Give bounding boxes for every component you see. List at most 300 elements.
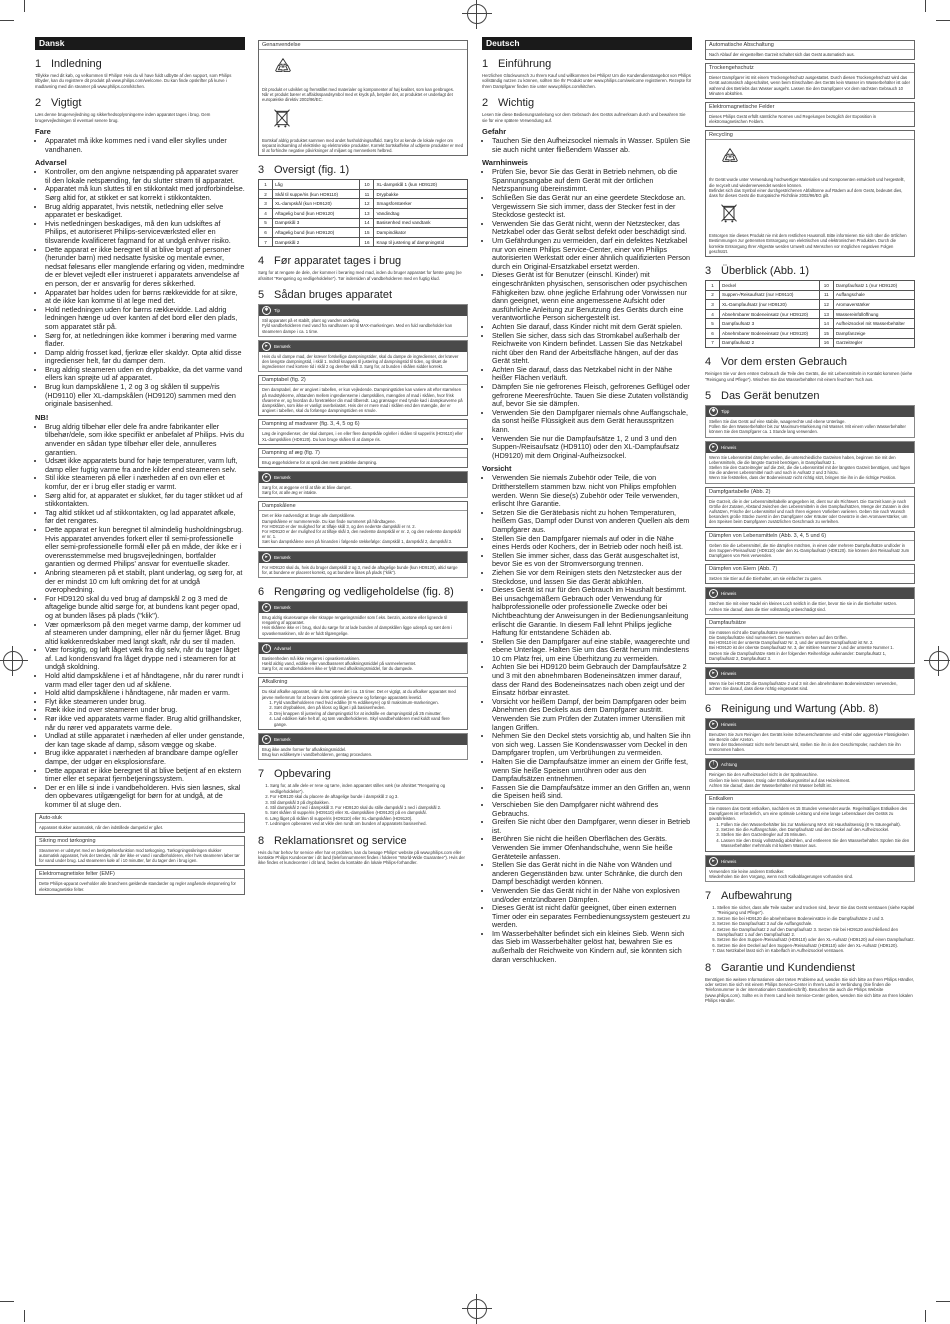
part-number: 5 — [706, 319, 720, 329]
section-text: Sørg for at rengøre de dele, der kommer i berøring med mad, inden du bruger apparatet for første gang (se afsnittet "Rengøring og vedligeholdelse"). Tør indersiden af vandbeholderen med en fugtig klud. — [258, 270, 462, 281]
part-number: 13 — [360, 209, 374, 219]
note-box: ▸ Bemærk For HD9120 skal du, hvis du bruger dampskål 2 og 3, med de aftagelige bunde (kun HD9120), altid sørge for, at bundene er placeret korrekt, og at bundene låses på plads ("klik"). — [258, 551, 468, 578]
list-item: • Stellen Sie den Dampfgarer auf eine stabile, waagerechte und ebene Unterlage. Halten Sie um das Gerät herum mindestens 10 cm Platz frei, um eine Überhitzung zu vermeiden. — [492, 638, 692, 664]
list-item: • Hvis netledningen beskadiges, må den kun udskiftes af Philips, et autoriseret Philips-serviceværksted eller en tilsvarende kvalificeret fagmand for at undgå enhver risiko. — [45, 220, 245, 246]
box-text: Bortskaf aldrig produktet sammen med andet husholdningsaffald. Sørg for at kende de lokale regler om separat indsamling af elektriske og elektroniske produkter. Korrekt bortskaffelse af udtjente produkter er med til at forhindre negative påvirkninger af miljøet og menneskers helbred. — [262, 137, 464, 154]
part-number: 4 — [706, 309, 720, 319]
list-item: • Rør ikke ved apparatets varme flader. Brug altid grillhandsker, når du rører ved apparatets varme dele. — [45, 715, 245, 732]
warning-heading: Warnhinweis — [482, 158, 528, 168]
crop-mark — [24, 0, 25, 12]
box-title: Genanvendelse — [259, 41, 467, 50]
info-icon: ▸ — [262, 735, 271, 744]
part-name: Knap til justering af dampningstid — [374, 237, 468, 247]
emf-box — [705, 102, 915, 127]
box-title: Damptabel (fig. 2) — [259, 376, 467, 385]
section-heading: 4 Før apparatet tages i brug — [258, 255, 402, 268]
part-name: Drypbakke — [374, 189, 468, 199]
box-text: Setzen Sie die Dampfaufsätze stets in der folgenden Reihenfolge aufeinander: Dampfaufsatz 1, Dampfaufsatz 2, Dampfaufsatz 3. — [709, 650, 887, 661]
descaling-box — [258, 677, 468, 729]
storage-steps — [258, 783, 468, 826]
box-text: Geben Sie die Lebensmittel, die Sie dämpfen möchten, in einen oder mehrere Dampfaufsätze und/oder in den Suppen-/Reisaufsatz (HD9110) oder den XL-Dampfaufsatz (HD9120). Sie können den Reisaufsatz zum Dampfgaren von Reis verwenden. — [709, 542, 910, 559]
list-item: • Stellen Sie das Gerät nicht in die Nähe von Wänden und anderen Gegenständen bzw. unter Schränke, die durch den Dampf beschädigt werden können. — [492, 861, 692, 887]
table-row — [259, 209, 468, 219]
part-name: Aufheizsockel mit Wasserbehälter — [833, 319, 914, 329]
part-number: 15 — [819, 329, 833, 339]
step: 1. Stellen Sie sicher, dass alle Teile sauber und trocken sind, bevor Sie das Gerät verstauen (siehe Kapitel "Reinigung und Pflege"). — [717, 905, 915, 916]
note-text: Stellen Sie den Garzeitregler auf die Zeit, die die Lebensmittel mit der längsten Garzeit benötigen, und fügen Sie die anderen Lebensmittel nach und nach in Aufsatz 2 und 3 hinzu. — [709, 465, 911, 476]
note-text: Achten Sie darauf, dass der Wasserbehälter mit Wasser befüllt ist. — [709, 782, 832, 788]
list-item: • Undlad at stille apparatet i nærheden af eller under genstande, der kan tage skade af damp, såsom vægge og skabe. — [45, 732, 245, 749]
part-name: Skål til suppe/ris (kun HD9110) — [273, 189, 360, 199]
list-item: • Damp aldrig frosset kød, fjerkræ eller skaldyr. Optø altid disse ingredienser helt, før du damper dem. — [45, 349, 245, 366]
info-icon: ▸ — [709, 857, 718, 866]
section-heading: 2 Wichtig — [482, 97, 535, 110]
step: 1. Sørg for, at alle dele er rene og tørre, inden apparatet stilles væk (se afsnittet "Rengøring og vedligeholdelse"). — [270, 783, 468, 794]
section-heading: 7 Aufbewahrung — [705, 889, 792, 902]
list-item: • Hold altid dampskålene i et af håndtagene, når du rører rundt i varm mad eller tager den ud af skålene. — [45, 672, 245, 689]
box-text: Steameren er udstyret med en beskyttelsesfunktion mod tørkogning. Tørkogningssikringen slukker automatisk apparatet, hvis der tændes, når der ikke er vand i vandbeholderen, eller hvis steameren løber tør for vand under brug. Lad steameren køle af i 10 minutter, før du tager den i brug igen. — [39, 847, 240, 864]
dry-boil-box — [705, 63, 915, 99]
part-number: 2 — [706, 290, 720, 300]
note-text: Sørg for, at alle æg er intakte. — [262, 490, 318, 496]
note-text: Hæld aldrig vand, eddike eller vandbasseret afkalkningsmiddel på varmeelementet. — [262, 661, 417, 667]
note-text: Wenn Sie feststellen, dass der Bodeneinsatz nicht richtig sitzt, bringen Sie ihn in die richtige Position. — [709, 475, 897, 481]
list-item: • Verwenden Sie den Dampfgarer niemals ohne Auffangschale, da sonst heiße Flüssigkeit aus dem Gerät herausspritzen kann. — [492, 409, 692, 435]
box-text: Bei HD9110 ist der unterste Dampfaufsatz Nr. 3, und der unterste Dampfaufsatz ist Nr. 2. — [709, 640, 874, 646]
danger-heading: Gefahr — [482, 127, 507, 137]
part-name: Låg — [273, 180, 360, 190]
info-icon: ▸ — [262, 553, 271, 562]
steam-bowls-box — [258, 501, 468, 547]
list-item: • Ziehen Sie vor dem Reinigen stets den Netzstecker aus der Steckdose, und lassen Sie das Gerät abkühlen. — [492, 569, 692, 586]
part-number: 13 — [819, 309, 833, 319]
part-number: 10 — [819, 281, 833, 291]
box-text: Befindet sich das Symbol einer durchgestrichenen Abfalltonne auf Rädern auf dem Gerät, bedeutet dies, dass für dieses Gerät die Europäische Richtlinie 2002/96/EG gilt. — [709, 187, 903, 199]
step: 3. Stil dampskål 3 på drypbakken. — [270, 800, 468, 805]
overview-table — [705, 280, 915, 348]
step: 4. Lassen Sie den Essig vollständig abkühlen, und entleeren Sie den Wasserbehälter. Spülen Sie den Wasserbehälter mehrmals mit kaltem Wasser aus. — [721, 838, 911, 849]
part-name: Abnehmbarer Bodeneinsatz (nur HD9120) — [720, 329, 820, 339]
box-title: Dämpfen von Eiern (Abb. 7) — [706, 565, 914, 574]
section-heading: 4 Vor dem ersten Gebrauch — [705, 356, 847, 369]
box-title: Elektromagnetiske felter (EMF) — [36, 870, 244, 879]
part-name: Dampfaufsatz 2 — [720, 338, 820, 348]
part-name: Basisenhed med vandtank — [374, 218, 468, 228]
part-number: 6 — [706, 329, 720, 339]
list-item: • Brug ikke apparatet i nærheden af brandbare dampe og/eller dampe, der udgør en eksplosionsfare. — [45, 749, 245, 766]
language-header: Dansk — [35, 37, 245, 50]
crossed-bin-icon — [272, 107, 292, 129]
list-item: • Setzen Sie die Gerätebasis nicht zu hohen Temperaturen, heißem Gas, Dampf oder Dunst von anderen Quellen als dem Dampfgarer aus. — [492, 509, 692, 535]
part-number: 14 — [819, 319, 833, 329]
box-text: Sie müssen nicht alle Dampfaufsätze verwenden. — [709, 629, 801, 635]
step: 6. Setzen Sie den Deckel auf den Suppen-/Reisaufsatz (HD9110) oder den XL-Aufsatz (HD9120). — [717, 943, 915, 948]
step: 7. Das Netzkabel lässt sich im Kabelfach im Aufheizsockel verstauen. — [717, 948, 915, 953]
note-box: ▸ Hinweis Wenn Sie bei HD9120 die Dampfaufsätze 2 und 3 mit den abnehmbaren Bodeneinsätzen verwenden, achten Sie darauf, dass diese richtig eingerastet sind. — [705, 667, 915, 694]
box-title: Dampfgartabelle (Abb. 2) — [706, 488, 914, 497]
danger-list — [482, 137, 692, 154]
step: 3. Drej knappen til justering af dampningstid for at indstille en dampningstid på 25 minutter. — [274, 711, 464, 716]
note-text: Wenn Sie Lebensmittel dämpfen wollen, die unterschiedliche Garzeiten haben, beginnen Sie mit den Lebensmitteln, die die längste Garzeit benötigen, in Dampfaufsatz 1. — [709, 454, 896, 465]
note-box: ▸ Bemærk Brug aldrig skuresvampe eller skrappe rengøringsmidler som f.eks. benzin, acetone eller lignende til rengøring af apparatet. Hvis skålene ikke er i brug, skal du sørge for at lade bunden af dampskålen ligge udenpå og sæt dem i opvaskemaskinen, når de er fuldt tilgængelige. — [258, 601, 468, 639]
box-text: Sie müssen das Gerät entkalken, nachdem es 15 Stunden verwendet wurde. Regelmäßiges Entkalken des Dampfgarers ist erforderlich, um eine optimale Leistung und eine lange Lebensdauer des Geräts zu gewährleisten. — [709, 805, 908, 822]
box-title: Auto-sluk — [36, 814, 244, 823]
box-title: Dampning af æg (fig. 7) — [259, 449, 467, 458]
note-text: Hvis du vil dampe mad, der kræver forskellige dampningstider, skal du dampe de ingredienser, der kræver den længste dampningstid, i skål 1. Indstil knappen til justering af dampningstid til tiden, og tilsæt de ingredienser med kortere tid i skål 2 og derefter skål 3. Sørg for, at bunden i skålen sidder korrekt. — [262, 353, 459, 370]
list-item: • Sørg for, at netledningen ikke kommer i berøring med varme flader. — [45, 332, 245, 349]
part-name: Aftagelig bund (kun HD9120) — [273, 209, 360, 219]
note-text: Fyld vandbeholderen med vand fra vandhanen op til MAX-markeringen. Med en fuld vandbeholder kan steameren dampe i ca. 1 time. — [262, 323, 453, 334]
part-name: Dampfaufsatz 1 (nur HD9120) — [833, 281, 914, 291]
crop-mark — [0, 20, 14, 21]
box-text: Bei HD9120 ist der oberste Dampfaufsatz Nr. 3, der mittlere Nummer 2 und der unterste Nummer 1. — [709, 645, 894, 651]
list-item: • Brug aldrig tilbehør eller dele fra andre fabrikanter eller tilbehør/dele, som ikke specifikt er anbefalet af Philips. Hvis du anvender en sådan type tilbehør eller dele, annulleres garantien. — [45, 423, 245, 457]
descaling-steps — [262, 700, 464, 727]
note-text: Stellen Sie das Gerät auf eine stabile, waagerechte und ebene Unterlage. — [709, 419, 846, 425]
list-item: • Apparatet må ikke kommes ned i vand eller skylles under vandhanen. — [45, 137, 245, 154]
section-text: Benötigen Sie weitere Informationen oder treten Probleme auf, wenden Sie sich bitte an Ihren Philips Händler, oder setzen Sie sich mit einem Philips Service-Center in Ihrem Land in Verbindung (Sie finden die Telefonnummer in der internationalen Garantieschrift). Besuchen Sie auch die Philips Website (www.philips.com). Sollte es in Ihrem Land kein Service-Center geben, wenden Sie sich bitte an Ihren lokalen Philips Händler. — [705, 976, 915, 1004]
descaling-steps — [709, 822, 911, 849]
step: 2. Sæt drypbakken, den på kloss og låget i på basisenheden. — [274, 705, 464, 710]
crop-mark — [0, 1301, 14, 1302]
box-title: Dampfaufsätze — [706, 619, 914, 628]
list-item: • Im Wasserbehälter befindet sich ein kleines Sieb. Wenn sich das Sieb im Wasserbehälter gelöst hat, bewahren Sie es außerhalb der Reichweite von Kindern auf, sie könnten sich daran verschlucken. — [492, 930, 692, 964]
note-text: Wenn Sie bei HD9120 die Dampfaufsätze 2 und 3 mit den abnehmbaren Bodeneinsätzen verwenden, achten Sie darauf, dass diese richtig eingerastet sind. — [709, 681, 898, 692]
language-header: Deutsch — [482, 37, 692, 50]
overview-table — [258, 179, 468, 247]
box-text: Det er ikke nødvendigt at bruge alle dampskålene. — [262, 513, 356, 519]
part-name: Suppen-/Reisaufsatz (nur HD9110) — [720, 290, 820, 300]
section-heading: 1 Einführung — [482, 58, 552, 70]
part-number: 12 — [819, 300, 833, 310]
section-text: Reinigen Sie vor dem ersten Gebrauch die Teile des Geräts, die mit Lebensmitteln in Kontakt kommen (siehe "Reinigung und Pflege"). Wischen Sie das Wasserbehälter mit einem feuchten Tuch aus. — [705, 371, 913, 382]
section-heading: 3 Überblick (Abb. 1) — [705, 265, 810, 278]
list-item: • Dette apparat er ikke beregnet til at blive betjent af en ekstern timer eller et separat fjernbetjeningssystem. — [45, 767, 245, 784]
auto-off-box — [35, 813, 245, 833]
box-title: Dampskålene — [259, 502, 467, 511]
list-item: • Stellen Sie den Dampfgarer niemals auf oder in die Nähe eines Herds oder Kochers, der in Betrieb oder noch heiß ist. — [492, 535, 692, 552]
list-item: • Dette apparat er ikke beregnet til at blive brugt af personer (herunder børn) med nedsatte fysiske og mentale evner, nedsat følesans eller manglende erfaring og viden, medmindre de er blevet vejledt eller instrueret i apparatets anvendelse af en person, der er ansvarlig for deres sikkerhed. — [45, 246, 245, 289]
section-text: Hvis du har behov for service eller har et problem, kan du besøge Philips' website på www.philips.com eller kontakte Philips Kundecenter i dit land (telefonnummeret findes i folderen "World-Wide Guarantee"). Hvis der ikke findes et kundecenter i dit land, bedes du kontakte din lokale Philips-forhandler. — [258, 849, 465, 866]
list-item: • Schließen Sie das Gerät nur an eine geerdete Steckdose an. Vergewissern Sie sich immer, dass der Stecker fest in der Steckdose gesteckt ist. — [492, 194, 692, 220]
note-text: Wenn der Bodeneinsatz nicht mehr benutzt wird, stellen Sie ihn in den Geschirrspüler, nachdem Sie ihn entnommen haben. — [709, 741, 901, 753]
box-text: Sæt kun dampskålene oven på hinanden i følgende rækkefølge: dampskål 1, dampskål 2, dampskål 3. — [262, 539, 453, 545]
dry-boil-box — [35, 836, 245, 867]
list-item: • Tauchen Sie den Aufheizsockel niemals in Wasser. Spülen Sie sie auch nicht unter fließendem Wasser ab. — [492, 137, 692, 154]
note-text: Stil apparatet på et stabilt, plant og vandret underlag. — [262, 318, 361, 324]
warning-box: ! Advarsel Basisenheden må ikke rengøres i opvaskemaskinen. Hæld aldrig vand, eddike eller vandbasseret afkalkningsmiddel på varmeelementet. Sørg for, at vandbeholderen ikke er fyldt med afkalkningsmiddel, før du dampede. — [258, 642, 468, 675]
table-row — [706, 309, 915, 319]
steam-bowls-box — [705, 618, 915, 664]
list-item: • Berühren Sie nicht die heißen Oberflächen des Geräts. Verwenden Sie immer Ofenhandschuhe, wenn Sie heiße Geräteteile anfassen. — [492, 835, 692, 861]
box-text: Entsorgen Sie dieses Produkt nie mit dem restlichen Hausmüll. Bitte informieren Sie sich über die örtlichen Bestimmungen zur getrennten Entsorgung von elektrischen und elektronischen Produkten. Durch die korrekte Entsorgung Ihrer Altgeräte werden Umwelt und Menschen vor möglichen negativen Folgen geschützt. — [709, 233, 907, 254]
list-item: • Udsæt ikke apparatets bund for høje temperaturer, varm luft, damp eller fugtig varme fra andre kilder end steameren selv. — [45, 457, 245, 474]
info-icon: ▸ — [262, 603, 271, 612]
crop-mark — [936, 20, 950, 21]
descaling-box — [705, 794, 915, 852]
list-item: • Prüfen Sie, bevor Sie das Gerät in Betrieb nehmen, ob die Spannungsangabe auf dem Gerät mit der örtlichen Netzspannung übereinstimmt. — [492, 168, 692, 194]
part-number: 11 — [360, 189, 374, 199]
box-text: Brug æggeholderne for at opnå den mest praktiske dampning. — [262, 459, 378, 465]
info-icon: ▸ — [262, 342, 271, 351]
list-item: • Apparatet må kun sluttes til en stikkontakt med jordforbindelse. Sørg altid for, at stikket er sat korrekt i stikkontakten. — [45, 185, 245, 202]
list-item: • Apparatet bør holdes uden for børns rækkevidde for at sikre, at de ikke kan komme til at lege med det. — [45, 289, 245, 306]
list-item: • Brug kun dampskålene 1, 2 og 3 og skålen til suppe/ris (HD9110) eller XL-dampskålen (HD9120) sammen med den originale basisenhed. — [45, 383, 245, 409]
recycle-icon — [719, 146, 741, 168]
list-item: • Brug aldrig steameren uden en drypbakke, da det varme vand ellers kan sprøjte ud af apparatet. — [45, 366, 245, 383]
part-name: Smagsforstærker — [374, 199, 468, 209]
box-text: Dieses Philips Gerät erfüllt sämtliche Normen und Regelungen bezüglich der Exposition in elektromagnetischen Feldern. — [709, 114, 877, 125]
emf-box — [35, 869, 245, 894]
lightbulb-icon: ✱ — [262, 306, 271, 315]
list-item: • Nehmen Sie den Deckel stets vorsichtig ab, und halten Sie ihn von sich weg. Lassen Sie Kondenswasser vom Deckel in den Dampfgarer tropfen, um Verbrühungen zu vermeiden. — [492, 732, 692, 758]
crossed-bin-icon — [719, 202, 739, 224]
step: 5. Setzen Sie den Suppen-/Reisaufsatz (HD9110) oder den XL-Aufsatz (HD9120) auf einen Dampfaufsatz. — [717, 937, 915, 942]
list-item: • Flyt ikke steameren under brug. — [45, 698, 245, 707]
steam-table-box — [705, 487, 915, 528]
auto-off-box — [705, 40, 915, 60]
part-number: 7 — [259, 237, 273, 247]
part-number: 16 — [360, 237, 374, 247]
list-item: • Vorsicht vor heißem Dampf, der beim Dampfgaren oder beim Abnehmen des Deckels aus dem Dampfgarer austritt. Verwenden Sie zum Prüfen der Zutaten immer Utensilien mit langen Griffen. — [492, 698, 692, 732]
column-dansk-1 — [35, 37, 245, 898]
note-text: Basisenheden må ikke rengøres i opvaskemaskinen. — [262, 655, 360, 661]
list-item: • Achten Sie bei HD9120 beim Gebrauch der Dampfaufsätze 2 und 3 mit den abnehmbaren Bodeneinsätzen immer darauf, dass der Rand des Bodeneinsatzes nach oben zeigt und der Einsatz hörbar einrastet. — [492, 663, 692, 697]
steaming-food-box — [258, 419, 468, 444]
note-box: ▸ Hinweis Benutzen Sie zum Reinigen des Geräts keine Scheuerschwämme und -mittel oder aggressive Flüssigkeiten wie Benzin oder Azeton. Wenn der Bodeneinsatz nicht mehr benutzt wird, stellen Sie ihn in den Geschirrspüler, nachdem Sie ihn entnommen haben. — [705, 718, 915, 756]
note-box: ▸ Hinweis Wenn Sie Lebensmittel dämpfen wollen, die unterschiedliche Garzeiten haben, beginnen Sie mit den Lebensmitteln, die die längste Garzeit benötigen, in Dampfaufsatz 1. Stellen Sie den Garzeitregler auf die Zeit, die die Lebensmittel mit der längsten Garzeit benötigen, und fügen Sie die anderen Lebensmittel nach und nach in Aufsatz 2 und 3 hinzu. Wenn Sie feststellen, dass der Bodeneinsatz nicht richtig sitzt, bringen Sie ihn in die richtige Position. — [705, 441, 915, 484]
tip-box: ✱ Tipp Stellen Sie das Gerät auf eine stabile, waagerechte und ebene Unterlage. Füllen Sie den Wasserbehälter bis zur Maximum-Markierung mit Wasser. Mit einem vollen Wasserbehälter können Sie den Dampfgarer ca. 1 Stunde lang verwenden. — [705, 405, 915, 438]
list-item: • Hold altid dampskålene i håndtagene, når maden er varm. — [45, 689, 245, 698]
part-name: XL-dampskål 1 (kun HD9120) — [374, 180, 468, 190]
list-item: • Achten Sie darauf, dass das Netzkabel nicht in der Nähe heißer Flächen verläuft. — [492, 366, 692, 383]
list-item: • Kontroller, om den angivne netspænding på apparatet svarer til den lokale netspænding, før du slutter strøm til apparatet. — [45, 168, 245, 185]
list-item: • Dämpfen Sie nie gefrorenes Fleisch, gefrorenes Geflügel oder gefrorene Meeresfrüchte. Tauen Sie diese Zutaten vollständig auf, bevor Sie sie dämpfen. — [492, 383, 692, 409]
note-text: Reinigen Sie den Aufheizsockel nicht in der Spülmaschine. — [709, 772, 818, 778]
note-text: Brug aldrig skuresvampe eller skrappe rengøringsmidler som f.eks. benzin, acetone eller lignende til rengøring af apparatet. — [262, 615, 448, 626]
steaming-eggs-box — [258, 448, 468, 468]
note-text: Benutzen Sie zum Reinigen des Geräts keine Scheuerschwämme und -mittel oder aggressive Flüssigkeiten wie Benzin oder Azeton. — [709, 731, 909, 742]
list-item: • Verwenden Sie niemals Zubehör oder Teile, die von Drittherstellern stammen bzw. nicht von Philips empfohlen werden. Wenn Sie diese(s) Zubehör oder Teile verwenden, erlischt Ihre Garantie. — [492, 474, 692, 508]
note-text: Füllen Sie den Wasserbehälter bis zur Maximum-Markierung mit Wasser. Mit einem vollen Wasserbehälter können Sie den Dampfgarer ca. 1 Stunde lang verwenden. — [709, 424, 906, 435]
note-text: For HD9120 skal du, hvis du bruger dampskål 2 og 3, med de aftagelige bunde (kun HD9120), altid sørge for, at bundene er placeret korrekt, og at bundene låses på plads ("klik"). — [262, 564, 458, 575]
note-text: Verwenden Sie keine anderen Entkalker. — [709, 868, 785, 874]
steaming-eggs-box — [705, 564, 915, 584]
list-item: • Vær forsigtig, og løft låget væk fra dig selv, når du tager låget af. Lad kondensvand fra låget dryppe ned i steameren for at undgå skoldning. — [45, 646, 245, 672]
part-number: 3 — [259, 199, 273, 209]
important-text: Læs denne brugervejledning og sikkerhedsoplysningerne inden apparatet tages i brug. Gem brugervejledningen til eventuel senere brug. — [35, 112, 211, 123]
part-number: 14 — [360, 218, 374, 228]
registration-mark — [467, 1299, 487, 1319]
box-text: Apparatet slukker automatisk, når den indstillede dampetid er gået. — [39, 824, 164, 830]
note-text: Sørg for, at vandbeholderen ikke er fyldt med afkalkningsmiddel, før du dampede. — [262, 666, 414, 672]
box-title: Recycling — [706, 131, 914, 140]
warning-box: ! Achtung Reinigen Sie den Aufheizsockel nicht in der Spülmaschine. Gießen Sie kein Wasser, Essig oder Entkalkungsmittel auf das Heizelement. Achten Sie darauf, dass der Wasserbehälter mit Wasser befüllt ist. — [705, 758, 915, 791]
part-number: 1 — [259, 180, 273, 190]
list-item: • Fassen Sie die Dampfaufsätze immer an den Griffen an, wenn die Speisen heiß sind. — [492, 784, 692, 801]
note-box: ▸ Bemærk Sørg for, at æggene er til at tåle at blive dampet. Sørg for, at alle æg er intakte. — [258, 471, 468, 498]
recycling-box — [705, 130, 915, 257]
step: 2. For HD9120 skal du placere de aftagelige bunde i dampskål 2 og 3. — [270, 794, 468, 799]
important-text: Lesen Sie diese Bedienungsanleitung vor dem Gebrauch des Geräts aufmerksam durch und bewahren Sie sie für eine spätere Verwendung auf. — [482, 112, 686, 123]
step: 1. Fyld vandbeholderen med hvid eddike (8 % eddikesyre) op til maksimum-markeringen. — [274, 700, 464, 705]
registration-mark — [929, 651, 949, 671]
note-box: ▸ Bemærk Brug ikke andre former for afkalkningsmiddel. Brug kun eddikesyre i vandbeholderen, gentag proceduren. — [258, 733, 468, 760]
column-deutsch-1 — [482, 37, 692, 964]
list-item: • Sørg altid for, at apparatet er slukket, før du tager stikket ud af stikkontakten. — [45, 492, 245, 509]
storage-steps — [705, 905, 915, 954]
step: 6. Læg låget på skålen til suppe/ris (HD9110) eller XL-dampskålen (HD9120). — [270, 816, 468, 821]
note-text: Brug ikke andre former for afkalkningsmiddel. — [262, 746, 347, 752]
section-heading: 8 Reklamationsret og service — [258, 834, 407, 847]
part-name: Aromaverstärker — [833, 300, 914, 310]
section-heading: 5 Sådan bruges apparatet — [258, 289, 393, 302]
part-number: 16 — [819, 338, 833, 348]
step: 7. Ledningen opbevares ved at vikle den rundt om bunden af apparatets basisenhed. — [270, 821, 468, 826]
column-deutsch-2 — [705, 37, 915, 1006]
part-number: 11 — [819, 290, 833, 300]
box-title: Afkalkning — [259, 678, 467, 687]
box-text: For HD9120 er der mulighed for at tilføje skål 3, den nederste dampskål er nr. 2, og den nederste dampskål er nr. 1. — [262, 529, 461, 540]
step: 4. Setzen Sie Dampfaufsatz 2 auf den Dampfaufsatz 3. Setzen Sie bei HD9120 anschließend den Dampfaufsatz 1 auf den Dampfaufsatz 2. — [717, 927, 915, 938]
table-row — [259, 218, 468, 228]
box-text: Når et produkt bærer et affaldsspandsymbol med et kryds på, betyder det, at produktet er underlagt det europæiske direktiv 2002/96/EC. — [262, 92, 453, 103]
info-icon: ▸ — [709, 443, 718, 452]
table-row — [259, 199, 468, 209]
step: 3. Stellen Sie den Garzeitregler auf 25 Minuten. — [721, 832, 911, 837]
table-row — [706, 319, 915, 329]
part-name: Auffangschale — [833, 290, 914, 300]
step: 4. Lad eddiken køle helt af, og tøm vandbeholderen. Skyl vandbeholderen med koldt vand flere gange. — [274, 716, 464, 727]
section-heading: 6 Reinigung und Wartung (Abb. 8) — [705, 702, 879, 715]
box-title: Entkalken — [706, 795, 914, 804]
list-item: • Hold netledningen uden for børns rækkevidde. Lad aldrig ledningen hænge ud over kanten af det bord eller den plads, som apparatet står på. — [45, 306, 245, 332]
box-title: Dämpfen von Lebensmitteln (Abb. 3, 4, 5 und 6) — [706, 532, 914, 541]
list-item: • Dieses Gerät ist für Benutzer (einschl. Kinder) mit eingeschränkten physischen, sensorischen oder psychischen Fähigkeiten bzw. ohne jegliche Erfahrung oder Vorwissen nur dann geeignet, wenn eine angemessene Aufsicht oder ausführliche Anleitung zur Benutzung des Geräts durch eine verantwortliche Person sichergestellt ist. — [492, 271, 692, 323]
crop-mark — [925, 0, 926, 12]
list-item: • Verschieben Sie den Dampfgarer nicht während des Gebrauchs. — [492, 801, 692, 818]
part-name: Dampfaufsatz 3 — [720, 319, 820, 329]
note-text: Stechen Sie mit einer Nadel ein kleines Loch seitlich in die Eier, bevor Sie sie in die Eierhalter setzen. — [709, 601, 898, 607]
part-name: Dampfanzeige — [833, 329, 914, 339]
part-name: XL-Dampfaufsatz (nur HD9120) — [720, 300, 820, 310]
box-title: Sikring mod tørkogning — [36, 837, 244, 846]
note-text: Brug kun eddikesyre i vandbeholderen, gentag proceduren. — [262, 752, 373, 758]
info-icon: ▸ — [262, 473, 271, 482]
note-text: Wiederholen Sie den Vorgang, wenn noch Kalkablagerungen vorhanden sind. — [709, 873, 854, 879]
part-number: 6 — [259, 228, 273, 238]
box-text: For HD9110 er der mulighed for at tilføje skål 3, og den nederste dampskål er nr. 2. — [262, 523, 416, 529]
recycling-box — [258, 40, 468, 156]
part-name: Dampskål 3 — [273, 218, 360, 228]
part-name: Abnehmbarer Bodeneinsatz (nur HD9120) — [720, 309, 820, 319]
box-text: Dieser Dampfgarer ist mit einem Trockengehschutz ausgestattet. Durch diesen Trockengehschutz wird das Gerät automatisch abgeschaltet, wenn beim Einschalten des Geräts kein Wasser im Wasserbehälter ist oder während des Betriebs das Wasser ausgeht. Lassen Sie den Dampfgarer vor dem nächsten Gebrauch 10 Minuten abkühlen. — [709, 75, 911, 96]
part-number: 10 — [360, 180, 374, 190]
part-number: 12 — [360, 199, 374, 209]
note-text: Achten Sie darauf, dass die Eier vollständig unbeschädigt sind. — [709, 606, 826, 612]
step: 1. Füllen Sie den Wasserbehälter bis zur Markierung MAX mit Haushaltsessig (8 % Säuregehalt). — [721, 822, 911, 827]
list-item: • Verwenden Sie das Gerät nicht in der Nähe von explosiven und/oder entzündbaren Dämpfen. — [492, 887, 692, 904]
note-box: ▸ Hinweis Verwenden Sie keine anderen Entkalker. Wiederholen Sie den Vorgang, wenn noch Kalkablagerungen vorhanden sind. — [705, 855, 915, 882]
exclamation-icon: ! — [262, 644, 271, 653]
part-name: Wassereinfüllöffnung — [833, 309, 914, 319]
part-name: Vandindtag — [374, 209, 468, 219]
section-heading: 5 Das Gerät benutzen — [705, 390, 820, 403]
table-row — [706, 338, 915, 348]
part-number: 7 — [706, 338, 720, 348]
tip-box: ✱ Tip Stil apparatet på et stabilt, plant og vandret underlag. Fyld vandbeholderen med vand fra vandhanen op til MAX-markeringen. Med en fuld vandbeholder kan steameren dampe i ca. 1 time. — [258, 304, 468, 337]
box-text: Die Garzeit, die in der Lebensmitteltabelle angegeben ist, dient nur als Richtwert. Die Garzeit kann je nach Größe der Zutaten, Abstand zwischen den Lebensmitteln in den Dampfaufsätzen, Menge der Zutaten in den Aufsätzen, Frische der Lebensmittel und nach Ihren eigenen Vorlieben variieren. Geben Sie nach Wunsch besonders große Stücke zuerst in den Dampfgarer oder Kräuter oder Gewürze in den Aromaverstärker, um den Speisen beim Dampfgaren zusätzlichen Geschmack zu verleihen. — [709, 498, 910, 525]
list-item: • Anbring steameren på et stabilt, plant underlag, og sørg for, at der er mindst 10 cm luft omkring det for at undgå overophedning. — [45, 569, 245, 595]
list-item: • Der er en lille si inde i vandbeholderen. Hvis sien løsnes, skal den opbevares utilgængeligt for børn for at undgå, at de kommer til at sluge den. — [45, 784, 245, 810]
part-number: 15 — [360, 228, 374, 238]
table-row — [706, 281, 915, 291]
note-box: ▸ Hinweis Stechen Sie mit einer Nadel ein kleines Loch seitlich in die Eier, bevor Sie sie in die Eierhalter setzen. Achten Sie darauf, dass die Eier vollständig unbeschädigt sind. — [705, 587, 915, 614]
info-icon: ▸ — [709, 589, 718, 598]
part-name: Dampindikator — [374, 228, 468, 238]
info-icon: ▸ — [709, 720, 718, 729]
list-item: • Stil ikke steameren på eller i nærheden af en ovn eller et komfur, der er i brug eller stadig er varmt. — [45, 474, 245, 491]
part-name: Aftagelig bund (kun HD9120) — [273, 228, 360, 238]
warning-list — [482, 168, 692, 460]
crop-mark — [936, 1301, 950, 1302]
info-icon: ▸ — [709, 669, 718, 678]
section-heading: 1 Indledning — [35, 58, 102, 70]
box-text: Dette Philips-apparat overholder alle branchens gældende standarder og regler angående eksponering for elektromagnetiske felter. — [39, 881, 236, 892]
part-name: Deckel — [720, 281, 820, 291]
step: 5. Sæt skålen til suppe/ris (HD9110) eller XL-dampskålen (HD9120) på en dampskål. — [270, 810, 468, 815]
part-number: 1 — [706, 281, 720, 291]
box-text: Den damptabel, der er angivet i tabellen, er kun vejledende. Dampningstiden kan variere alt efter størrelsen på madstykkerne, afstanden mellem ingredienserne i dampskålen, mængden af mad i skålen, hvor frisk råvarerne er, og hvordan du foretrækker din mad tilberedt. Lag grønsager med tynde kød i dampkurverne på dampskålen, som ikke er vanligt overbelastet. Hvis der er mere mad i skålen end den mængde, der er angivet i tabellen, skal du forlænge dampningstiden en smule. — [262, 387, 463, 414]
caution-heading: Vorsicht — [482, 464, 512, 474]
note-text: Sørg for, at æggene er til at tåle at blive dampet. — [262, 485, 352, 491]
section-heading: 2 Vigtigt — [35, 97, 82, 110]
table-row — [259, 237, 468, 247]
table-row — [259, 180, 468, 190]
danger-heading: Fare — [35, 127, 51, 137]
intro-text: Herzlichen Glückwunsch zu Ihrem Kauf und willkommen bei Philips! Um die Kundendienstangebot von Philips vollständig nutzen zu können, sollten Sie Ihr Produkt unter www.philips.com/welcome registrieren. Rezepte für Ihren Dampfgarer finden Sie unter www.philips.com/kitchen. — [482, 73, 692, 89]
box-text: Dampskålene er nummererede. Du kan finde nummeret på håndtagene. — [262, 518, 396, 524]
section-heading: 7 Opbevaring — [258, 768, 331, 781]
list-item: • Um Gefährdungen zu vermeiden, darf ein defektes Netzkabel nur von einem Philips Service-Center, einer von Philips autorisierten Werkstatt oder einer ähnlich qualifizierten Person durch ein Original-Ersatzkabel ersetzt werden. — [492, 237, 692, 271]
exclamation-icon: ! — [709, 760, 718, 769]
table-row — [706, 290, 915, 300]
recycle-icon — [272, 56, 294, 78]
table-row — [706, 329, 915, 339]
warning-list — [35, 168, 245, 409]
step: 4. Stil dampskål 2 ned i dampskål 3. For HD9120 skal du stille dampskål 1 ned i dampskål 2. — [270, 805, 468, 810]
table-row — [259, 228, 468, 238]
list-item: • Verwenden Sie das Gerät nicht, wenn der Netzstecker, das Netzkabel oder das Gerät selbst defekt oder beschädigt sind. — [492, 220, 692, 237]
list-item: • Dette apparat er kun beregnet til almindelig husholdningsbrug. Hvis apparatet anvendes forkert eller til semi-professionelle eller semi-professionelle formål eller på en måde, der ikke er i overensstemmelse med brugsvejledningen, bortfalder garantien og dermed Philips' ansvar for eventuelle skader. — [45, 526, 245, 569]
step: 2. Setzen Sie die Auffangschale, den Dampfaufsatz und den Deckel auf den Aufheizsockel. — [721, 827, 911, 832]
list-item: • Tag altid stikket ud af stikkontakten, og lad apparatet afkøle, før det rengøres. — [45, 509, 245, 526]
list-item: • Achten Sie darauf, dass Kinder nicht mit dem Gerät spielen. — [492, 323, 692, 332]
warning-heading: Advarsel — [35, 158, 67, 168]
box-text: Nach Ablauf der eingestellten Garzeit schaltet sich das Gerät automatisch aus. — [709, 52, 855, 57]
box-text: Ihr Gerät wurde unter Verwendung hochwertiger Materialien und Komponenten entwickelt und hergestellt, die recycelt und wiederverwendet werden können. — [709, 177, 905, 188]
table-row — [706, 300, 915, 310]
box-title: Trockengehschutz — [706, 64, 914, 73]
box-title: Dampning af madvarer (fig. 3, 4, 5 og 6) — [259, 420, 467, 429]
danger-list — [35, 137, 245, 154]
caution-heading: NB! — [35, 412, 49, 422]
section-heading: 6 Rengøring og vedligeholdelse (fig. 8) — [258, 586, 454, 599]
part-number: 4 — [259, 209, 273, 219]
caution-list — [482, 474, 692, 964]
note-box: ▸ Bemærk Hvis du vil dampe mad, der kræver forskellige dampningstider, skal du dampe de ingredienser, der kræver den længste dampningstid, i skål 1. Indstil knappen til justering af dampningstid til tiden, og tilsæt de ingredienser med kortere tid i skål 2 og derefter skål 3. Sørg for, at bunden i skålen sidder korrekt. — [258, 340, 468, 373]
list-item: • Dieses Gerät ist nicht dafür geeignet, über einen externen Timer oder ein separates Fernbedienungssystem gesteuert zu werden. — [492, 904, 692, 930]
